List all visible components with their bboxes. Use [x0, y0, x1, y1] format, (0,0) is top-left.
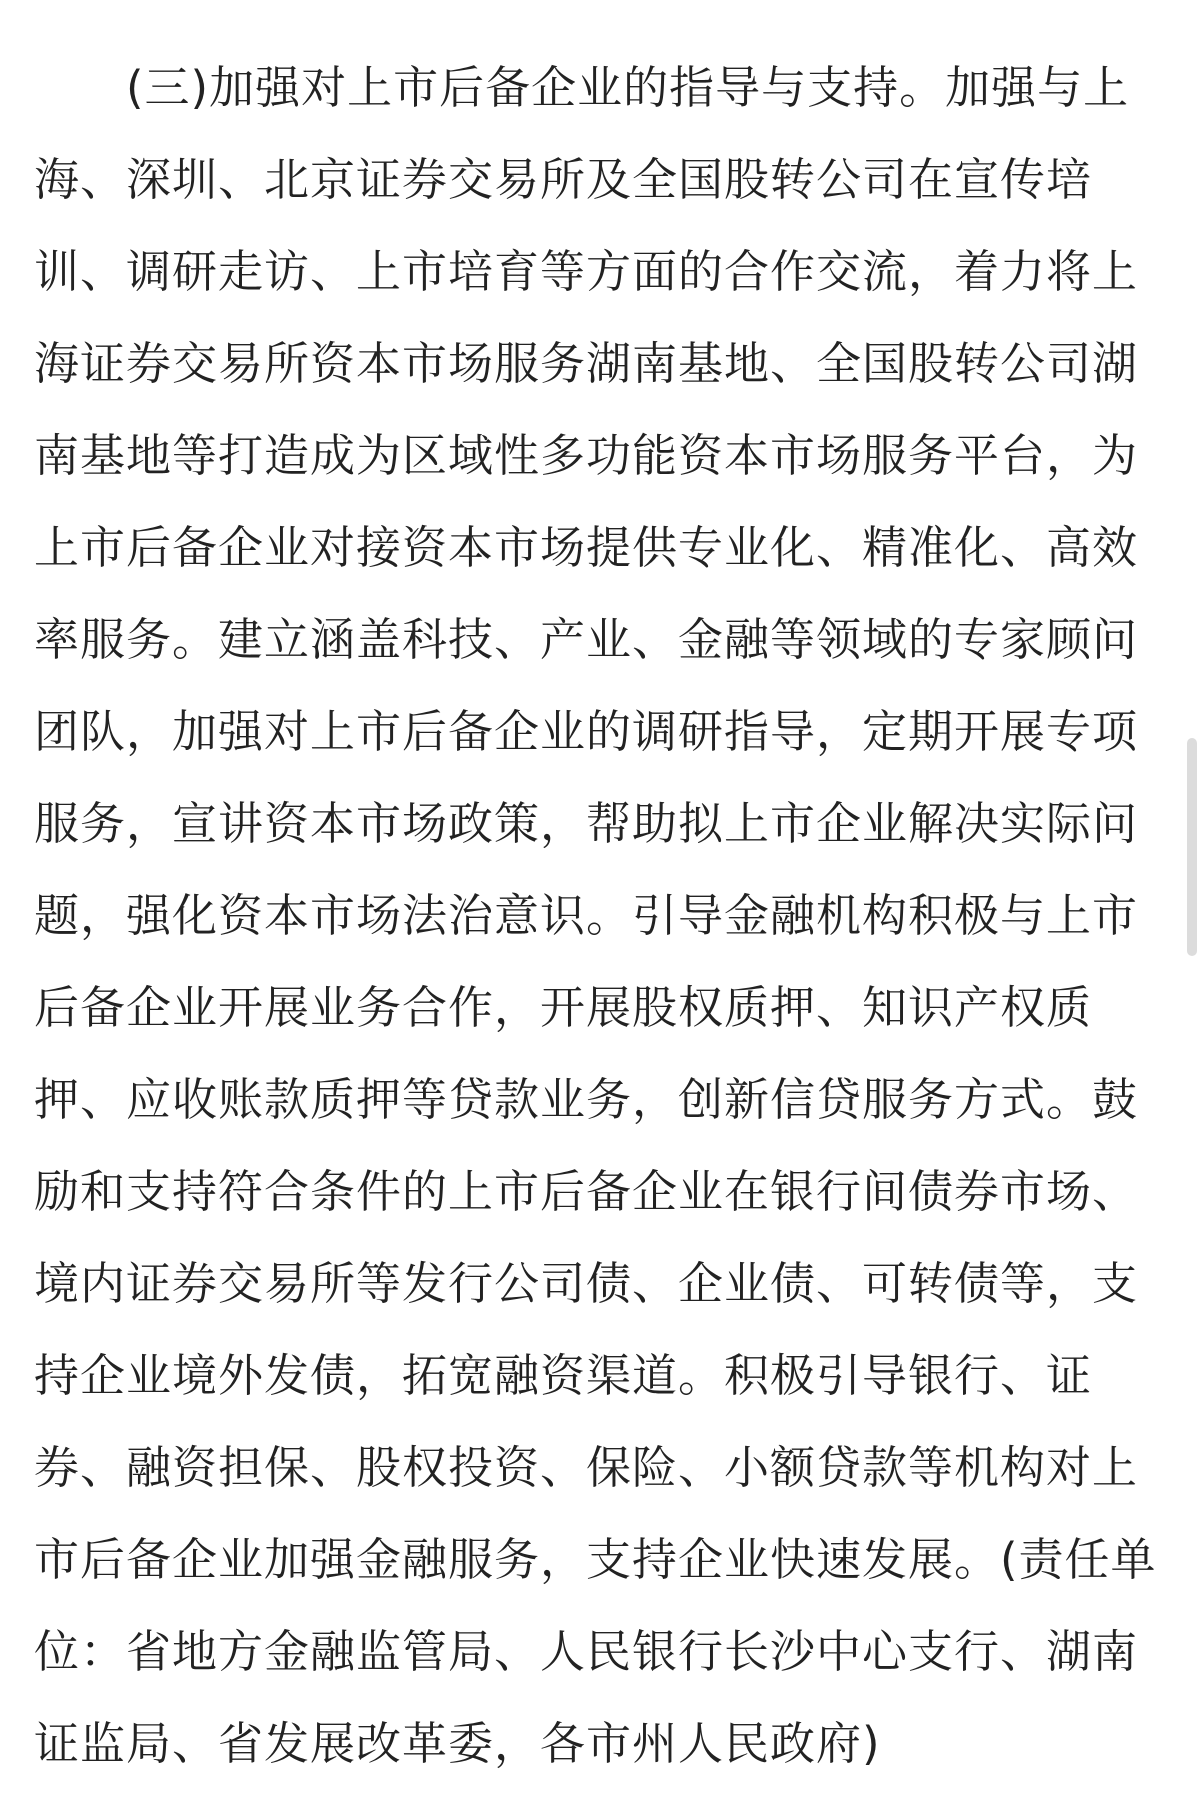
text-line: 持企业境外发债，拓宽融资渠道。积极引导银行、证 — [34, 1349, 1093, 1402]
vertical-scrollbar[interactable] — [1185, 0, 1199, 1818]
text-line: 位：省地方金融监管局、人民银行长沙中心支行、湖南 — [34, 1625, 1139, 1678]
scrollbar-thumb[interactable] — [1187, 738, 1197, 956]
text-line: 海证券交易所资本市场服务湖南基地、全国股转公司湖 — [34, 337, 1139, 390]
text-line: 励和支持符合条件的上市后备企业在银行间债券市场、 — [34, 1165, 1139, 1218]
text-line: 证监局、省发展改革委，各市州人民政府) — [34, 1717, 881, 1770]
text-line: 率服务。建立涵盖科技、产业、金融等领域的专家顾问 — [34, 613, 1139, 666]
article-body — [34, 42, 1164, 1790]
text-line: 上市后备企业对接资本市场提供专业化、精准化、高效 — [34, 521, 1139, 574]
text-line: 押、应收账款质押等贷款业务，创新信贷服务方式。鼓 — [34, 1073, 1139, 1126]
text-line: 团队，加强对上市后备企业的调研指导，定期开展专项 — [34, 705, 1139, 758]
text-line: 题，强化资本市场法治意识。引导金融机构积极与上市 — [34, 889, 1139, 942]
text-line: 券、融资担保、股权投资、保险、小额贷款等机构对上 — [34, 1441, 1139, 1494]
text-line: 境内证券交易所等发行公司债、企业债、可转债等，支 — [34, 1257, 1139, 1310]
text-line: 市后备企业加强金融服务，支持企业快速发展。(责任单 — [34, 1533, 1157, 1586]
text-line: 训、调研走访、上市培育等方面的合作交流，着力将上 — [34, 245, 1139, 298]
text-line: 服务，宣讲资本市场政策，帮助拟上市企业解决实际问 — [34, 797, 1139, 850]
text-line: 南基地等打造成为区域性多功能资本市场服务平台，为 — [34, 429, 1139, 482]
text-line: 海、深圳、北京证券交易所及全国股转公司在宣传培 — [34, 153, 1093, 206]
text-line: (三)加强对上市后备企业的指导与支持。加强与上 — [126, 61, 1130, 114]
text-line: 后备企业开展业务合作，开展股权质押、知识产权质 — [34, 981, 1093, 1034]
